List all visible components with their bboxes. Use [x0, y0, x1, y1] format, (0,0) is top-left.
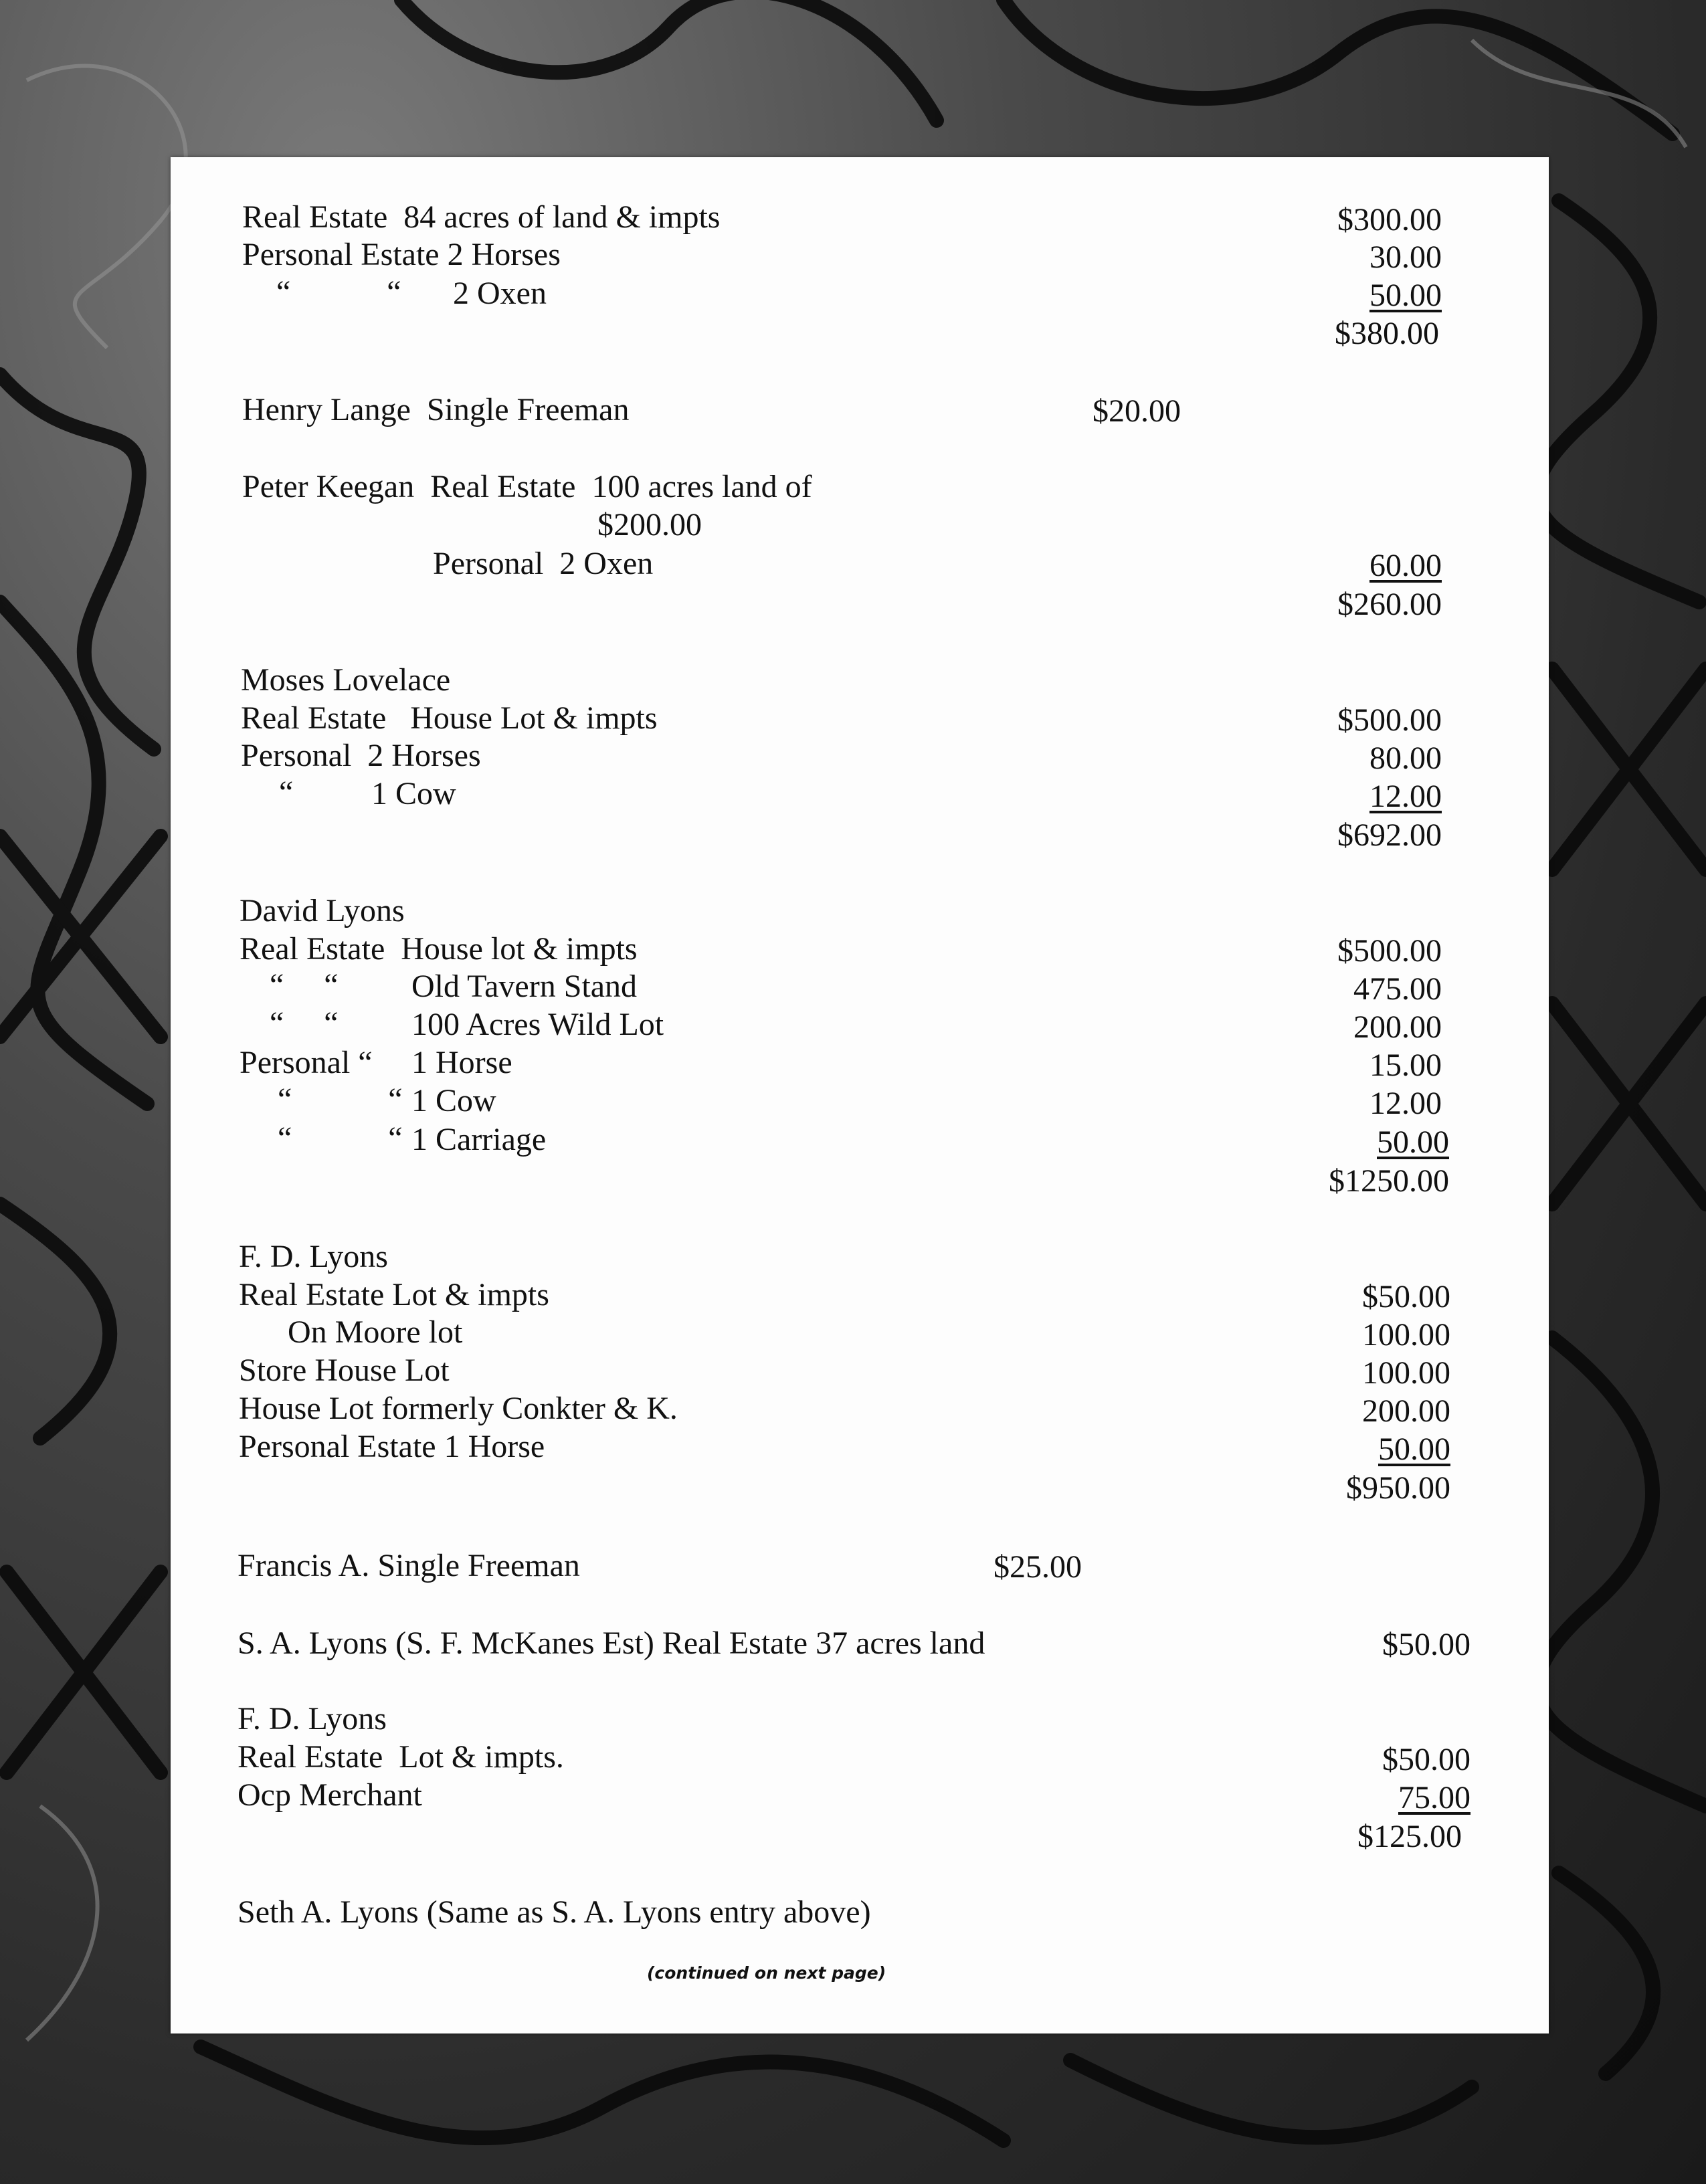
entry-amount: $300.00: [1337, 202, 1442, 237]
entry-amount: $50.00: [1362, 1279, 1450, 1314]
entry-desc: Francis A. Single Freeman: [238, 1548, 580, 1583]
entry-desc: On Moore lot: [288, 1314, 463, 1350]
entry-sub-amount: $200.00: [597, 507, 702, 542]
entry-total: $260.00: [1337, 587, 1442, 622]
ditto-marks: “ “: [270, 967, 339, 1003]
entry-desc: 100 Acres Wild Lot: [411, 1007, 664, 1042]
entry-desc: 1 Cow: [371, 776, 456, 811]
entry-desc: Store House Lot: [239, 1353, 450, 1388]
entry-amount: 100.00: [1362, 1317, 1450, 1353]
ditto-marks: “ “: [278, 1082, 403, 1117]
entry-amount: 12.00: [1369, 1086, 1442, 1121]
entry-amount: 80.00: [1369, 740, 1442, 776]
entry-amount: 60.00: [1369, 548, 1442, 583]
entry-amount: $500.00: [1337, 702, 1442, 738]
entry-amount: 475.00: [1353, 971, 1442, 1007]
entry-total: $380.00: [1335, 316, 1439, 351]
entry-amount: 200.00: [1362, 1393, 1450, 1429]
entry-desc: Real Estate 84 acres of land & impts: [242, 199, 721, 235]
entry-amount: 50.00: [1378, 1431, 1450, 1467]
entry-amount: $50.00: [1382, 1627, 1471, 1662]
entry-desc: Personal 2 Horses: [241, 738, 481, 773]
entry-name: David Lyons: [240, 893, 405, 928]
entry-total: $1250.00: [1329, 1163, 1449, 1199]
entry-desc: Old Tavern Stand: [411, 969, 638, 1004]
document-page: [171, 157, 1549, 2033]
entry-desc: Real Estate Lot & impts.: [238, 1739, 564, 1775]
entry-desc: Henry Lange Single Freeman: [242, 392, 630, 427]
entry-amount: 200.00: [1353, 1009, 1442, 1045]
entry-mid-amount: $25.00: [993, 1549, 1082, 1585]
entry-amount: 75.00: [1398, 1780, 1471, 1815]
entry-desc: Seth A. Lyons (Same as S. A. Lyons entry above): [238, 1894, 871, 1930]
entry-amount: 30.00: [1369, 239, 1442, 275]
entry-total: $125.00: [1357, 1819, 1462, 1854]
entry-desc: Peter Keegan Real Estate 100 acres land of: [242, 469, 812, 504]
entry-name: F. D. Lyons: [238, 1701, 387, 1736]
entry-mid-amount: $20.00: [1093, 393, 1181, 429]
entry-desc: Real Estate Lot & impts: [239, 1277, 549, 1312]
entry-amount: 50.00: [1369, 278, 1442, 313]
entry-desc: 1 Carriage: [411, 1122, 547, 1157]
entry-label: Personal “: [240, 1045, 373, 1080]
continued-note: (continued on next page): [647, 1963, 886, 1983]
ditto-marks: “ “: [276, 274, 401, 310]
entry-desc: Real Estate House lot & impts: [240, 931, 638, 967]
entry-amount: $50.00: [1382, 1742, 1471, 1777]
entry-amount: $500.00: [1337, 933, 1442, 969]
entry-desc: 1 Cow: [411, 1083, 496, 1118]
entry-desc: House Lot formerly Conkter & K.: [239, 1391, 678, 1426]
entry-desc: 2 Oxen: [453, 276, 547, 311]
entry-name: F. D. Lyons: [239, 1239, 388, 1274]
entry-desc: Ocp Merchant: [238, 1777, 422, 1813]
entry-desc: S. A. Lyons (S. F. McKanes Est) Real Estate 37 acres land: [238, 1625, 985, 1661]
entry-desc: Personal Estate 1 Horse: [239, 1429, 545, 1464]
entry-name: Moses Lovelace: [241, 662, 451, 698]
ditto-marks: “ “: [270, 1005, 339, 1041]
entry-total: $950.00: [1346, 1470, 1450, 1506]
ditto-marks: “: [279, 775, 294, 810]
entry-amount: 15.00: [1369, 1048, 1442, 1083]
entry-desc: Real Estate House Lot & impts: [241, 700, 658, 736]
entry-desc: Personal Estate 2 Horses: [242, 237, 561, 272]
entry-total: $692.00: [1337, 817, 1442, 853]
entry-desc: 1 Horse: [411, 1045, 512, 1080]
ditto-marks: “ “: [278, 1120, 403, 1156]
entry-amount: 50.00: [1377, 1124, 1449, 1160]
entry-amount: 12.00: [1369, 779, 1442, 814]
entry-desc: Personal 2 Oxen: [433, 546, 654, 581]
entry-amount: 100.00: [1362, 1355, 1450, 1391]
